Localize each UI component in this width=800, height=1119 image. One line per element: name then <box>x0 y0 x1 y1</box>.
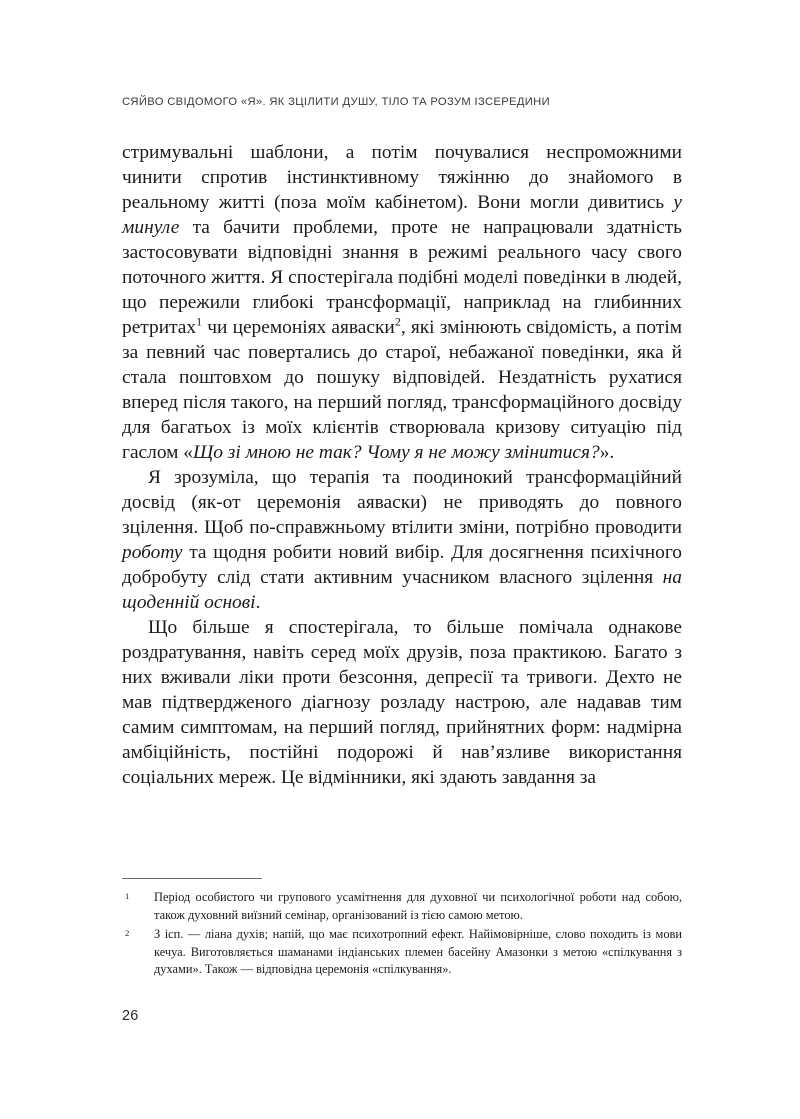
footnote-marker: 1 <box>125 891 130 901</box>
footnote-text: З ісп. — ліана духів; напій, що має психотропний ефект. Найімовірніше, слово походить із мови кечуа. Виготовляється шаманами індіанських племен басейну Амазонки з метою «спілкування з духами». Також — відповідна церемонія «спілкування». <box>154 927 682 977</box>
text-run: Я зрозуміла, що терапія та поодинокий трансформаційний досвід (як-от церемонія аяваски) не приводять до повного зцілення. Щоб по-справжньому втілити зміни, потрібно проводити <box>122 467 682 538</box>
footnote-list <box>122 889 682 979</box>
footnote-item <box>122 926 682 979</box>
text-run: чи церемоніях аяваски <box>202 317 395 338</box>
emphasis-text: у минуле <box>122 192 682 238</box>
paragraph <box>122 140 682 465</box>
footnote-text: Період особистого чи групового усамітнення для духовної чи психологічної роботи над собою, також духовний виїзний семінар, організований із тією самою метою. <box>154 890 682 922</box>
footnote-reference: 2 <box>394 314 401 329</box>
emphasis-text: на щоденній основі <box>122 567 682 613</box>
footnote-separator-rule <box>122 878 262 879</box>
running-head: СЯЙВО СВІДОМОГО «Я». ЯК ЗЦІЛИТИ ДУШУ, ТІЛО ТА РОЗУМ ІЗСЕРЕДИНИ <box>122 96 550 108</box>
text-run: . <box>255 592 261 613</box>
text-run: стримувальні шаблони, а потім почувалися неспроможними чинити спротив інстинктивному тяжінню до знайомого в реальному житті (поза моїм кабінетом). Вони могли дивитись <box>122 142 682 213</box>
text-run: ». <box>599 442 615 463</box>
emphasis-text: роботу <box>122 542 183 563</box>
footnote-marker: 2 <box>125 928 130 939</box>
paragraph <box>122 465 682 615</box>
paragraph <box>122 615 682 790</box>
page-number: 26 <box>122 1008 139 1024</box>
footnote-item <box>122 889 682 924</box>
body-text-block <box>122 140 682 790</box>
text-run: та щодня робити новий вибір. Для досягнення психічного добробуту слід стати активним учасником власного зцілення <box>122 542 682 588</box>
text-run: Що більше я спостерігала, то більше помічала однакове роздратування, навіть серед моїх друзів, поза практикою. Багато з них вживали ліки проти безсоння, депресії та тривоги. Дехто не мав підтвердженого діагнозу розладу настрою, але надавав тим самим симптомам, на перший погляд, прийнятних форм: надмірна амбіційність, постійні подорожі й нав’язливе використання соціальних мереж. Це відмінники, які здають завдання за <box>122 617 682 788</box>
text-run: « <box>183 442 193 463</box>
footnote-reference: 1 <box>196 314 203 329</box>
footnotes-section <box>122 878 682 979</box>
text-run: та бачити проблеми, проте не напрацювали здатність застосовувати відповідні знання в режимі реального часу свого поточного життя. Я спостерігала подібні моделі поведінки в людей, що пережили глибокі трансформації, наприклад на глибинних ретритах <box>122 217 682 338</box>
emphasis-text: Що зі мною не так? Чому я не можу змінитися? <box>193 442 600 463</box>
text-run: , які змінюють свідомість, а потім за певний час повертались до старої, небажаної поведінки, яка й стала поштовхом до пошуку відповідей. Нездатність рухатися вперед після такого, на перший погляд, трансформаційного досвіду для багатьох із моїх клієнтів створювала кризову ситуацію під гаслом <box>122 317 682 463</box>
